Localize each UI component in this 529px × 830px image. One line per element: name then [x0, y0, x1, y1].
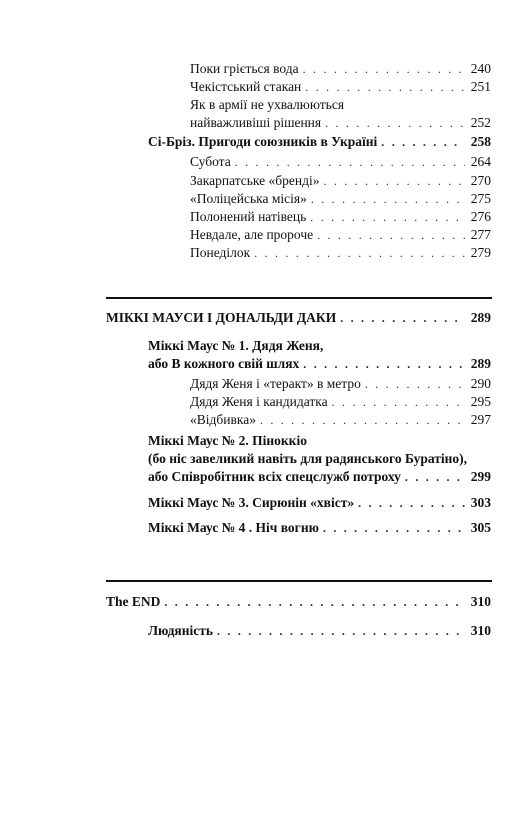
toc-page-number: 252 [470, 115, 491, 130]
toc-chapter [148, 134, 491, 150]
toc-page-number: 279 [470, 245, 491, 260]
toc-page-number: 240 [470, 61, 491, 76]
toc-entry-title-line: Як в армії не ухвалюються [190, 97, 345, 112]
toc-entry [190, 412, 491, 428]
dot-leader [323, 520, 465, 536]
toc-chapter [148, 356, 491, 372]
toc-entry-title: Субота [190, 154, 231, 169]
toc-page-number: 289 [470, 310, 491, 325]
dot-leader [381, 134, 465, 150]
toc-page-number: 290 [470, 376, 491, 391]
toc-entry-title: Поки гріється вода [190, 61, 299, 76]
toc-section-title: The END [106, 594, 161, 609]
toc-section-title: МІККІ МАУСИ І ДОНАЛЬДИ ДАКИ [106, 310, 337, 325]
toc-entry [190, 154, 491, 170]
toc-page-number: 251 [470, 79, 491, 94]
toc-entry-title: Понеділок [190, 245, 251, 260]
dot-leader [305, 79, 465, 95]
toc-page-number: 303 [470, 495, 491, 510]
toc-page-number: 277 [470, 227, 491, 242]
toc-entry-title: «Поліцейська місія» [190, 191, 307, 206]
toc-chapter-title-line: Міккі Маус № 1. Дядя Женя, [148, 338, 324, 353]
toc-entry [190, 61, 491, 77]
toc-page-number: 264 [470, 154, 491, 169]
toc-entry-title: Дядя Женя і кандидатка [190, 394, 328, 409]
dot-leader [254, 245, 465, 261]
toc-chapter-title-line: Міккі Маус № 2. Піноккіо [148, 433, 307, 448]
dot-leader [217, 623, 465, 639]
toc-entry [190, 245, 491, 261]
toc-entry-title: Закарпатське «бренді» [190, 173, 320, 188]
dot-leader [311, 191, 465, 207]
toc-entry-title: Полонений натівець [190, 209, 307, 224]
toc-page-number: 289 [470, 356, 491, 371]
dot-leader [310, 209, 465, 225]
dot-leader [365, 376, 465, 392]
toc-chapter-title-line: (бо ніс завеликий навіть для радянського Буратіно), [148, 451, 468, 466]
toc-page-number: 310 [470, 594, 491, 609]
toc-chapter-title: Міккі Маус № 3. Сирюнін «хвіст» [148, 495, 355, 510]
dot-leader [358, 495, 465, 511]
dot-leader [303, 356, 465, 372]
section-divider [106, 297, 492, 299]
toc-entry [190, 173, 491, 189]
toc-entry-title: «Відбивка» [190, 412, 256, 427]
dot-leader [325, 115, 465, 131]
toc-chapter-title: або В кожного свій шлях [148, 356, 300, 371]
toc-entry-title: Дядя Женя і «теракт» в метро [190, 376, 361, 391]
toc-page-number: 305 [470, 520, 491, 535]
toc-page-number: 270 [470, 173, 491, 188]
toc-chapter-title: Міккі Маус № 4 . Ніч вогню [148, 520, 319, 535]
toc-entry [190, 191, 491, 207]
toc-entry [190, 115, 491, 131]
toc-page-number: 295 [470, 394, 491, 409]
dot-leader [323, 173, 465, 189]
toc-chapter-title: Людяність [148, 623, 214, 638]
dot-leader [260, 412, 465, 428]
toc-page-number: 258 [470, 134, 491, 149]
toc-chapter [148, 495, 491, 511]
dot-leader [303, 61, 465, 77]
toc-section [106, 310, 491, 326]
toc-page-number: 297 [470, 412, 491, 427]
toc-entry [190, 227, 491, 243]
toc-chapter [148, 623, 491, 639]
toc-entry [190, 79, 491, 95]
dot-leader [332, 394, 465, 410]
toc-entry [190, 394, 491, 410]
toc-entry-title: найважливіші рішення [190, 115, 322, 130]
section-divider [106, 580, 492, 582]
toc-chapter [148, 469, 491, 485]
toc-page-number: 310 [470, 623, 491, 638]
toc-page-number: 299 [470, 469, 491, 484]
toc-entry [190, 376, 491, 392]
toc-entry-title: Невдале, але пророче [190, 227, 314, 242]
toc-chapter-title: Сі-Бріз. Пригоди союзників в Україні [148, 134, 378, 149]
toc-page-number: 275 [470, 191, 491, 206]
toc-chapter-title: або Співробітник всіх спецслужб потроху [148, 469, 401, 484]
dot-leader [164, 594, 465, 610]
toc-entry-title: Чекістський стакан [190, 79, 302, 94]
dot-leader [340, 310, 465, 326]
dot-leader [317, 227, 465, 243]
toc-chapter [148, 520, 491, 536]
dot-leader [405, 469, 465, 485]
toc-page-number: 276 [470, 209, 491, 224]
toc-section [106, 594, 491, 610]
toc-entry [190, 209, 491, 225]
dot-leader [235, 154, 465, 170]
